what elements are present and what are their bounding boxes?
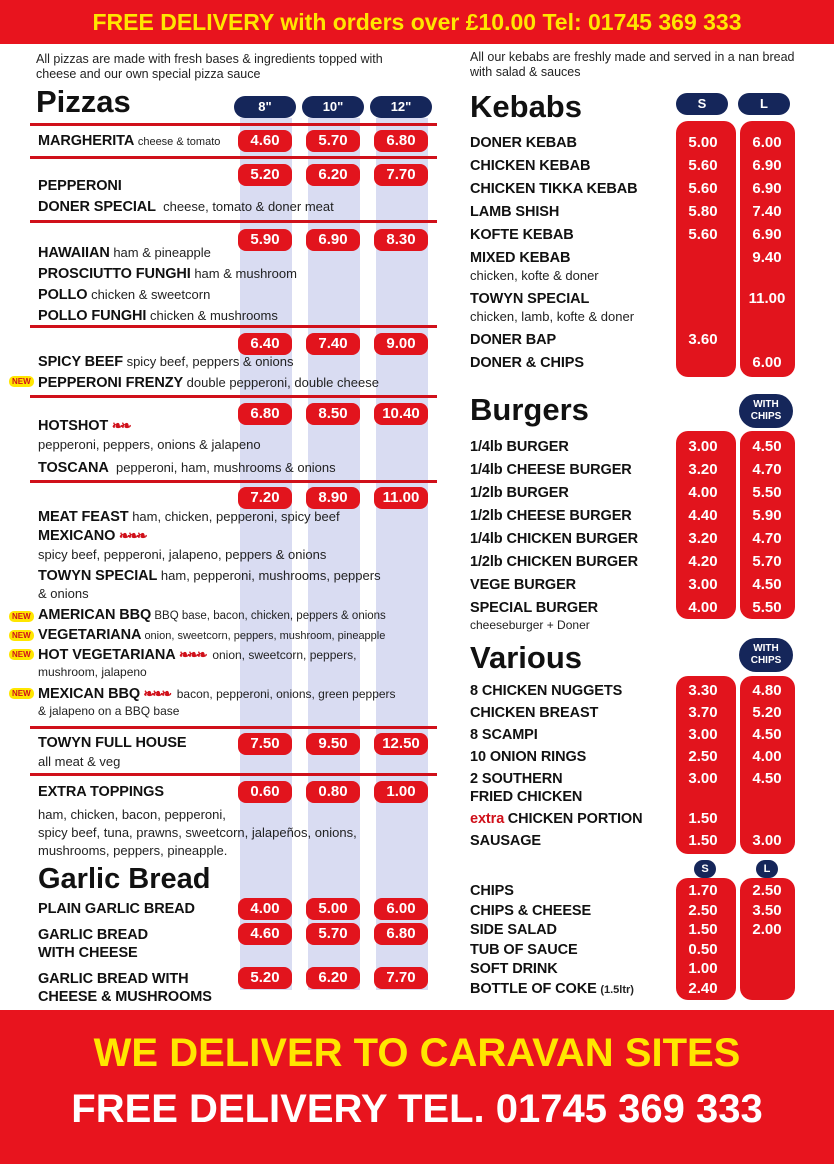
various-title: Various — [470, 640, 582, 675]
caravan-delivery-text: WE DELIVER TO CARAVAN SITES — [93, 1031, 741, 1075]
price-l: 4.70 — [752, 530, 782, 547]
price-pill: 5.90 — [238, 229, 292, 251]
price-l: 4.80 — [752, 682, 782, 699]
menu-item: 8 SCAMPI — [470, 727, 538, 743]
menu-item: FRIED CHICKEN — [470, 789, 583, 805]
price-pill: 11.00 — [374, 487, 428, 509]
menu-item: CHICKEN TIKKA KEBAB — [470, 181, 638, 197]
menu-item: BOTTLE OF COKE (1.5ltr) — [470, 981, 634, 997]
price-l: 6.00 — [752, 354, 782, 371]
menu-item: SPECIAL BURGER — [470, 600, 599, 616]
new-badge: NEW — [9, 630, 34, 641]
new-badge: NEW — [9, 688, 34, 699]
price-s: 1.50 — [688, 810, 718, 827]
menu-item: DONER SPECIAL cheese, tomato & doner meat — [38, 199, 334, 215]
price-pill: 8.50 — [306, 403, 360, 425]
price-s: 1.70 — [688, 882, 718, 899]
price-l: 4.50 — [752, 438, 782, 455]
price-s: 0.50 — [688, 941, 718, 958]
price-s: 3.20 — [688, 461, 718, 478]
price-pill: 5.70 — [306, 130, 360, 152]
menu-item: AMERICAN BBQ BBQ base, bacon, chicken, peppers & onions — [38, 607, 386, 623]
price-pill: 4.60 — [238, 130, 292, 152]
menu-item: DONER & CHIPS — [470, 355, 584, 371]
menu-item: CHEESE & MUSHROOMS — [38, 989, 212, 1005]
menu-item-desc: chicken, kofte & doner — [470, 268, 599, 283]
menu-item: 1/2lb CHICKEN BURGER — [470, 554, 638, 570]
menu-item: 10 ONION RINGS — [470, 749, 587, 765]
chili-icon: ❧❧❧ — [178, 647, 206, 662]
menu-item-desc: cheeseburger + Doner — [470, 618, 590, 632]
menu-item: SPICY BEEF spicy beef, peppers & onions — [38, 354, 294, 370]
price-pill: 9.00 — [374, 333, 428, 355]
price-s: 4.40 — [688, 507, 718, 524]
price-s: 4.20 — [688, 553, 718, 570]
delivery-banner: FREE DELIVERY with orders over £10.00 Tel: 01745 369 333 — [0, 0, 834, 44]
size-header-l: L — [738, 93, 790, 115]
menu-item-desc: spicy beef, tuna, prawns, sweetcorn, jalapeños, onions, — [38, 825, 357, 840]
price-pill: 8.90 — [306, 487, 360, 509]
price-pill: 6.40 — [238, 333, 292, 355]
price-l: 3.00 — [752, 832, 782, 849]
divider — [30, 220, 437, 223]
size-header-12: 12" — [370, 96, 432, 118]
price-pill: 6.20 — [306, 164, 360, 186]
menu-item: CHIPS & CHEESE — [470, 903, 592, 919]
price-pill: 9.50 — [306, 733, 360, 755]
menu-item: TUB OF SAUCE — [470, 942, 578, 958]
price-l: 6.90 — [752, 157, 782, 174]
divider — [30, 395, 437, 398]
menu-item: CHICKEN KEBAB — [470, 158, 591, 174]
price-s: 2.40 — [688, 980, 718, 997]
price-l: 5.20 — [752, 704, 782, 721]
size-header-l: L — [756, 860, 778, 878]
price-pill: 5.20 — [238, 164, 292, 186]
menu-item: GARLIC BREAD WITH — [38, 971, 189, 987]
menu-item: DONER BAP — [470, 332, 557, 348]
price-l: 6.90 — [752, 180, 782, 197]
price-l: 6.00 — [752, 134, 782, 151]
menu-item-desc: mushrooms, peppers, pineapple. — [38, 843, 228, 858]
garlic-bread-title: Garlic Bread — [38, 863, 211, 895]
menu-item: 1/4lb CHICKEN BURGER — [470, 531, 638, 547]
price-pill: 7.50 — [238, 733, 292, 755]
price-s: 5.60 — [688, 226, 718, 243]
with-chips-badge: WITH CHIPS — [739, 394, 793, 428]
menu-item: MEXICANO ❧❧❧ — [38, 528, 146, 544]
divider — [30, 480, 437, 483]
new-badge: NEW — [9, 376, 34, 387]
free-delivery-phone: FREE DELIVERY TEL. 01745 369 333 — [71, 1087, 763, 1131]
size-header-s: S — [694, 860, 716, 878]
price-s: 1.00 — [688, 960, 718, 977]
menu-item: VEGETARIANA onion, sweetcorn, peppers, mushroom, pineapple — [38, 627, 386, 643]
price-s: 3.00 — [688, 576, 718, 593]
price-s: 3.00 — [688, 726, 718, 743]
price-s: 3.20 — [688, 530, 718, 547]
menu-item: SIDE SALAD — [470, 922, 557, 938]
price-pill: 6.80 — [374, 130, 428, 152]
new-badge: NEW — [9, 611, 34, 622]
menu-item: EXTRA TOPPINGS — [38, 784, 164, 800]
price-l: 5.70 — [752, 553, 782, 570]
menu-item-desc: ham, chicken, bacon, pepperoni, — [38, 807, 226, 822]
price-s: 5.60 — [688, 180, 718, 197]
menu-item: TOSCANA pepperoni, ham, mushrooms & onions — [38, 460, 336, 476]
price-s: 3.30 — [688, 682, 718, 699]
menu-item: MEXICAN BBQ ❧❧❧ bacon, pepperoni, onions, green peppers — [38, 686, 396, 702]
chili-icon: ❧❧ — [111, 418, 130, 433]
price-pill: 6.00 — [374, 898, 428, 920]
price-l: 7.40 — [752, 203, 782, 220]
price-pill: 10.40 — [374, 403, 428, 425]
menu-item: TOWYN SPECIAL ham, pepperoni, mushrooms, peppers — [38, 568, 381, 584]
menu-item-desc: pepperoni, peppers, onions & jalapeno — [38, 437, 261, 452]
price-s: 4.00 — [688, 599, 718, 616]
pizza-intro: All pizzas are made with fresh bases & ingredients topped with cheese and our own special pizza sauce — [36, 52, 383, 81]
price-pill: 4.60 — [238, 923, 292, 945]
price-l: 4.70 — [752, 461, 782, 478]
price-s: 2.50 — [688, 748, 718, 765]
menu-item: SOFT DRINK — [470, 961, 558, 977]
price-pill: 5.00 — [306, 898, 360, 920]
menu-item: 1/2lb CHEESE BURGER — [470, 508, 632, 524]
price-l: 4.50 — [752, 726, 782, 743]
price-s: 1.50 — [688, 832, 718, 849]
price-s: 5.00 — [688, 134, 718, 151]
menu-item: TOWYN FULL HOUSE — [38, 735, 187, 751]
price-s: 3.60 — [688, 331, 718, 348]
price-pill: 7.70 — [374, 164, 428, 186]
menu-item: PEPPERONI — [38, 178, 122, 194]
price-pill: 8.30 — [374, 229, 428, 251]
price-l: 3.50 — [752, 902, 782, 919]
price-s: 3.00 — [688, 770, 718, 787]
price-pill: 6.80 — [238, 403, 292, 425]
menu-item: MARGHERITA cheese & tomato — [38, 133, 221, 149]
chili-icon: ❧❧❧ — [143, 686, 171, 701]
menu-item: SAUSAGE — [470, 833, 542, 849]
price-pill: 6.20 — [306, 967, 360, 989]
price-s: 3.00 — [688, 438, 718, 455]
divider — [30, 726, 437, 729]
menu-item: CHIPS — [470, 883, 514, 899]
price-pill: 6.90 — [306, 229, 360, 251]
menu-item: CHICKEN BREAST — [470, 705, 599, 721]
size-header-s: S — [676, 93, 728, 115]
with-chips-badge: WITH CHIPS — [739, 638, 793, 672]
menu-item: 2 SOUTHERN — [470, 771, 563, 787]
price-l: 5.90 — [752, 507, 782, 524]
menu-item: VEGE BURGER — [470, 577, 577, 593]
price-l: 9.40 — [752, 249, 782, 266]
price-pill: 4.00 — [238, 898, 292, 920]
menu-item: TOWYN SPECIAL — [470, 291, 590, 307]
price-l: 6.90 — [752, 226, 782, 243]
menu-item: PEPPERONI FRENZY double pepperoni, double cheese — [38, 375, 379, 391]
size-header-10: 10" — [302, 96, 364, 118]
divider — [30, 123, 437, 126]
price-pill: 0.60 — [238, 781, 292, 803]
price-s: 5.60 — [688, 157, 718, 174]
menu-item: PLAIN GARLIC BREAD — [38, 901, 195, 917]
size-header-8: 8" — [234, 96, 296, 118]
menu-item: HOT VEGETARIANA ❧❧❧ onion, sweetcorn, peppers, — [38, 647, 357, 663]
price-pill: 6.80 — [374, 923, 428, 945]
price-l: 5.50 — [752, 484, 782, 501]
price-pill: 7.70 — [374, 967, 428, 989]
kebabs-title: Kebabs — [470, 89, 582, 124]
menu-item: HOTSHOT ❧❧ — [38, 418, 130, 434]
menu-item-desc: all meat & veg — [38, 754, 121, 769]
menu-item: POLLO chicken & sweetcorn — [38, 287, 211, 303]
divider — [30, 773, 437, 776]
price-l: 2.50 — [752, 882, 782, 899]
price-s: 4.00 — [688, 484, 718, 501]
kebab-intro: All our kebabs are freshly made and served in a nan bread with salad & sauces — [470, 50, 795, 79]
chili-icon: ❧❧❧ — [118, 528, 146, 543]
menu-item: 1/4lb BURGER — [470, 439, 569, 455]
price-pill: 7.40 — [306, 333, 360, 355]
burgers-title: Burgers — [470, 392, 589, 427]
menu-item: LAMB SHISH — [470, 204, 560, 220]
price-pill: 12.50 — [374, 733, 428, 755]
price-pill: 1.00 — [374, 781, 428, 803]
menu-item-desc: & onions — [38, 586, 89, 601]
divider — [30, 325, 437, 328]
menu-item: MIXED KEBAB — [470, 250, 571, 266]
menu-item: KOFTE KEBAB — [470, 227, 574, 243]
menu-item-desc: & jalapeno on a BBQ base — [38, 704, 180, 718]
price-pill: 7.20 — [238, 487, 292, 509]
menu-item: 1/2lb BURGER — [470, 485, 569, 501]
menu-item: 1/4lb CHEESE BURGER — [470, 462, 632, 478]
menu-item: WITH CHEESE — [38, 945, 138, 961]
price-l: 5.50 — [752, 599, 782, 616]
menu-item-desc: spicy beef, pepperoni, jalapeno, peppers & onions — [38, 547, 327, 562]
price-s: 5.80 — [688, 203, 718, 220]
menu-item: GARLIC BREAD — [38, 927, 148, 943]
divider — [30, 156, 437, 159]
menu-item-desc: mushroom, jalapeno — [38, 665, 147, 679]
menu-item: 8 CHICKEN NUGGETS — [470, 683, 623, 699]
menu-item: POLLO FUNGHI chicken & mushrooms — [38, 308, 278, 324]
price-l: 4.50 — [752, 576, 782, 593]
price-pill: 5.70 — [306, 923, 360, 945]
price-s: 3.70 — [688, 704, 718, 721]
menu-item: HAWAIIAN ham & pineapple — [38, 245, 211, 261]
menu-item: MEAT FEAST ham, chicken, pepperoni, spicy beef — [38, 509, 340, 525]
price-s: 2.50 — [688, 902, 718, 919]
menu-item-desc: chicken, lamb, kofte & doner — [470, 309, 635, 324]
price-pill: 0.80 — [306, 781, 360, 803]
price-s: 1.50 — [688, 921, 718, 938]
new-badge: NEW — [9, 649, 34, 660]
menu-item: DONER KEBAB — [470, 135, 577, 151]
price-pill: 5.20 — [238, 967, 292, 989]
price-l: 11.00 — [748, 290, 786, 307]
price-l: 4.50 — [752, 770, 782, 787]
menu-item: extra CHICKEN PORTION — [470, 811, 643, 827]
price-l: 4.00 — [752, 748, 782, 765]
menu-item: PROSCIUTTO FUNGHI ham & mushroom — [38, 266, 297, 282]
pizzas-title: Pizzas — [36, 84, 131, 119]
price-l: 2.00 — [752, 921, 782, 938]
